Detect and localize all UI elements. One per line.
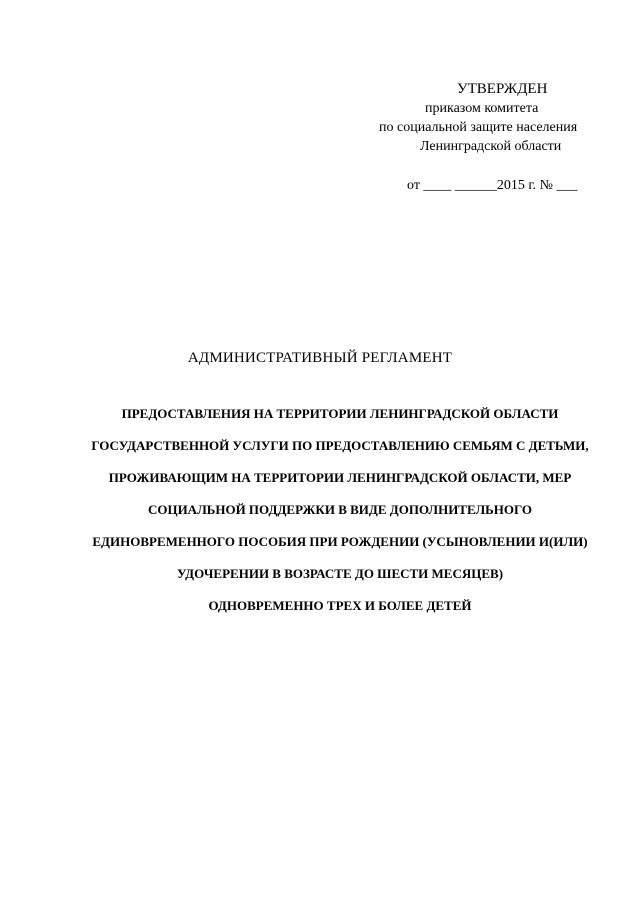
order-date-line: от ____ ______2015 г. № ___ <box>407 178 578 193</box>
order-line: приказом комитета <box>425 101 539 116</box>
committee-line: по социальной защите населения <box>379 120 578 135</box>
document-subtitle <box>80 390 600 630</box>
subtitle-line: ПРЕДОСТАВЛЕНИЯ НА ТЕРРИТОРИИ ЛЕНИНГРАДСКОЙ ОБЛАСТИ <box>121 406 559 421</box>
subtitle-line: УДОЧЕРЕНИИ В ВОЗРАСТЕ ДО ШЕСТИ МЕСЯЦЕВ) <box>176 566 504 581</box>
approved-label: УТВЕРЖДЕН <box>457 81 548 97</box>
subtitle-line: ЕДИНОВРЕМЕННОГО ПОСОБИЯ ПРИ РОЖДЕНИИ (УСЫНОВЛЕНИИ И(ИЛИ) <box>92 534 588 549</box>
document-title: АДМИНИСТРАТИВНЫЙ РЕГЛАМЕНТ <box>187 350 453 366</box>
subtitle-line: ПРОЖИВАЮЩИМ НА ТЕРРИТОРИИ ЛЕНИНГРАДСКОЙ ОБЛАСТИ, МЕР <box>108 470 572 485</box>
subtitle-line: СОЦИАЛЬНОЙ ПОДДЕРЖКИ В ВИДЕ ДОПОЛНИТЕЛЬНОГО <box>147 502 533 517</box>
subtitle-line: ОДНОВРЕМЕННО ТРЕХ И БОЛЕЕ ДЕТЕЙ <box>208 598 472 613</box>
region-line: Ленинградской области <box>420 139 562 154</box>
approval-block <box>360 80 620 195</box>
subtitle-line: ГОСУДАРСТВЕННОЙ УСЛУГИ ПО ПРЕДОСТАВЛЕНИЮ СЕМЬЯМ С ДЕТЬМИ, <box>91 438 589 453</box>
